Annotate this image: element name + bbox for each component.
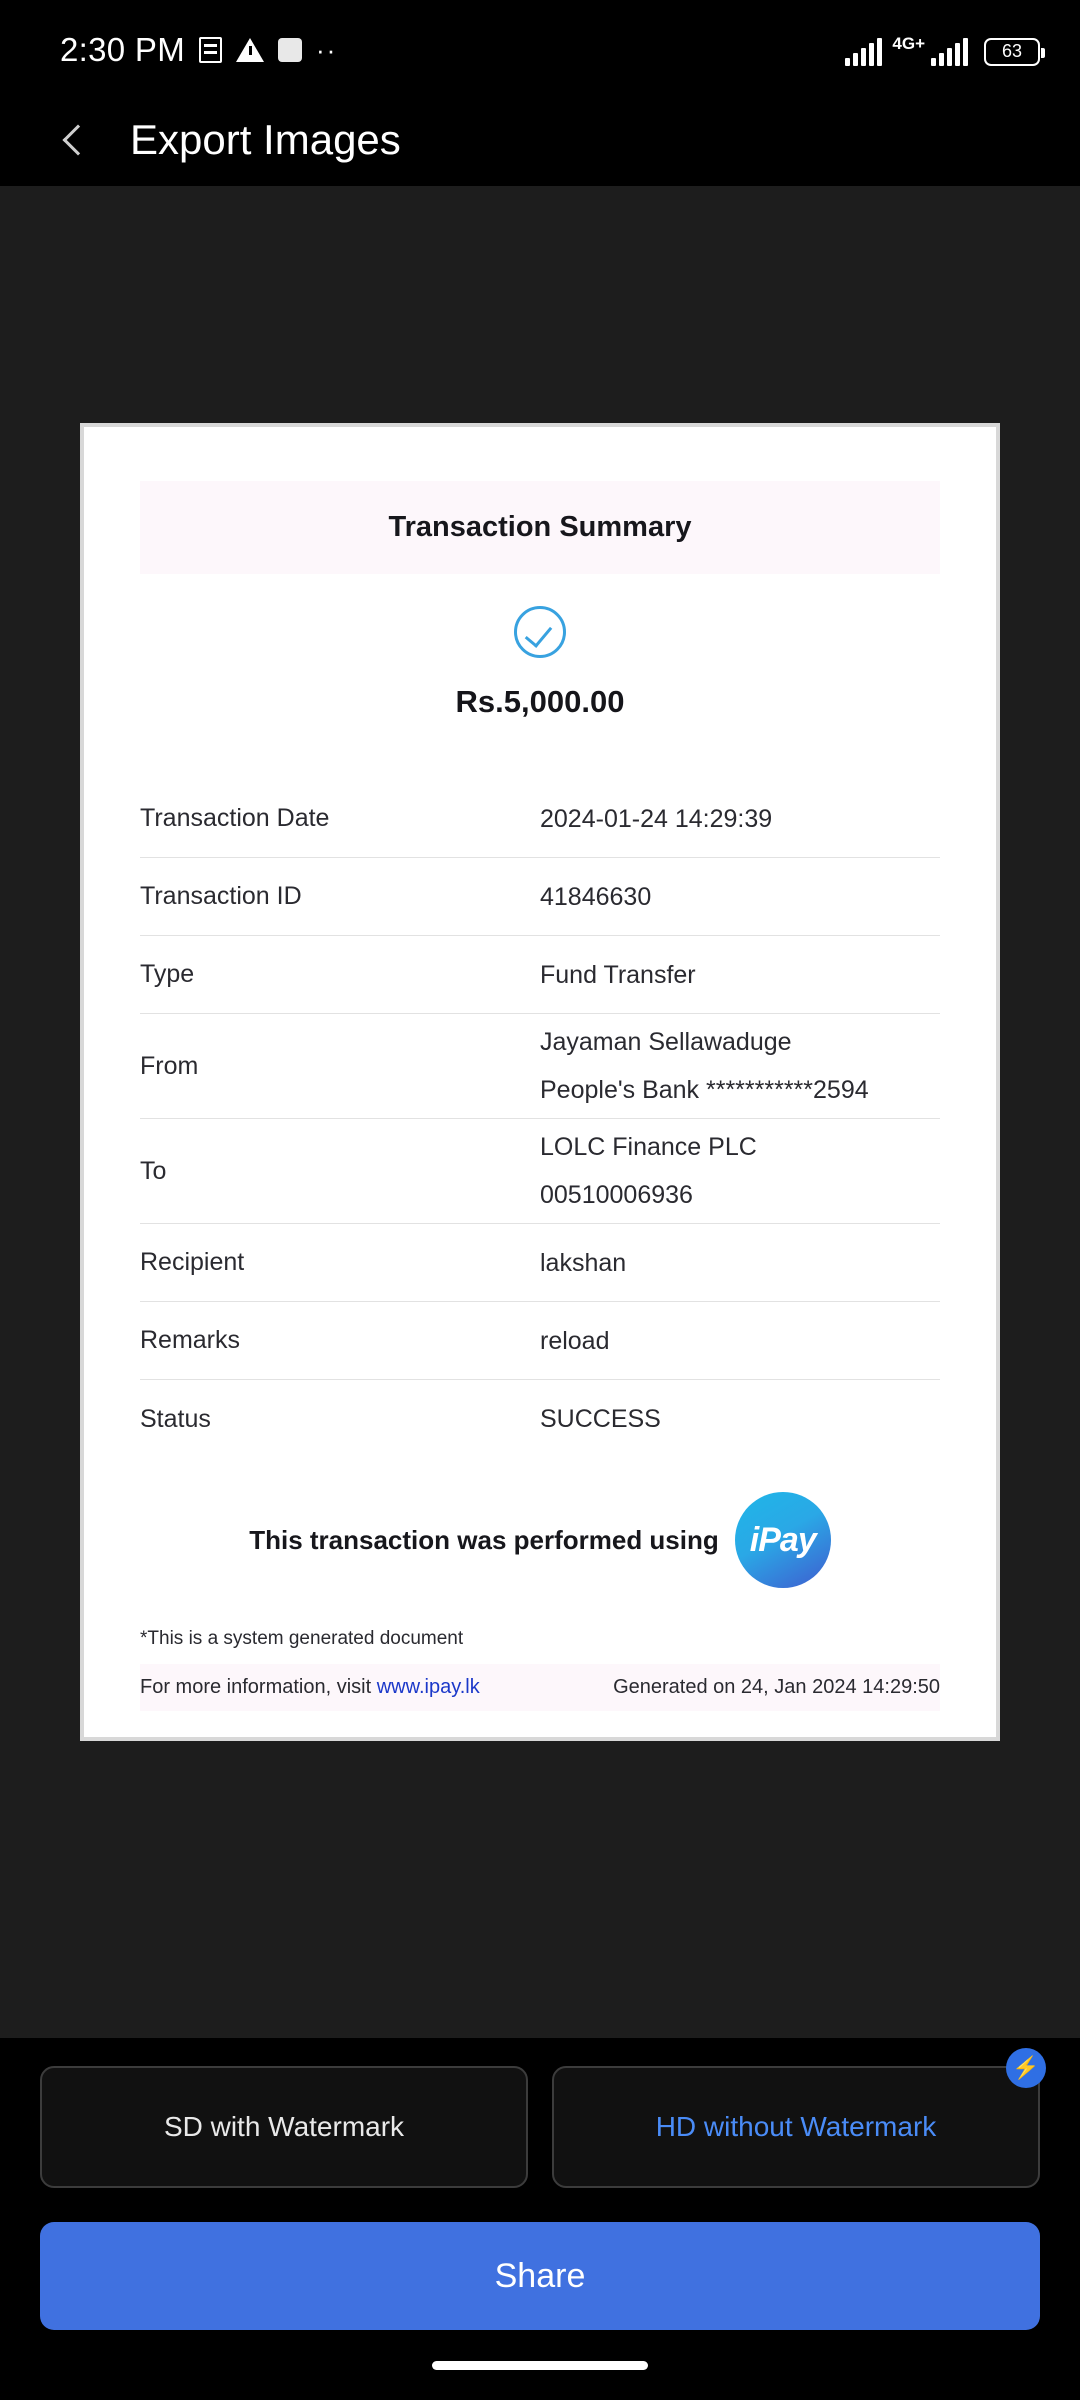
row-value-line: LOLC Finance PLC bbox=[540, 1133, 757, 1161]
row-label: Transaction ID bbox=[140, 882, 302, 910]
row-label: Type bbox=[140, 960, 195, 988]
row-value-line: 2024-01-24 14:29:39 bbox=[540, 804, 773, 833]
row-value-line: Jayaman Sellawaduge bbox=[540, 1028, 792, 1056]
ipay-logo-icon: iPay bbox=[735, 1492, 831, 1588]
signal-bars-icon-1 bbox=[845, 38, 882, 66]
row-value bbox=[540, 877, 651, 917]
table-row bbox=[140, 936, 940, 1014]
system-generated-note: *This is a system generated document bbox=[140, 1628, 464, 1649]
hd-without-watermark-button[interactable]: HD without Watermark bbox=[552, 2066, 1040, 2188]
row-value-line: reload bbox=[540, 1326, 610, 1355]
footer-info-text bbox=[140, 1676, 480, 1699]
status-bar bbox=[0, 0, 1080, 100]
battery-icon bbox=[984, 38, 1040, 66]
amount-value: Rs.5,000.00 bbox=[455, 684, 625, 719]
row-value bbox=[540, 955, 696, 995]
row-value bbox=[540, 1243, 626, 1283]
app-bar bbox=[0, 100, 1080, 186]
row-label: Recipient bbox=[140, 1248, 245, 1276]
row-value bbox=[540, 1022, 869, 1110]
status-time: 2:30 PM bbox=[60, 31, 185, 68]
sd-with-watermark-button[interactable]: SD with Watermark bbox=[40, 2066, 528, 2188]
page-title: Export Images bbox=[130, 116, 401, 163]
table-row bbox=[140, 1302, 940, 1380]
row-value-line: lakshan bbox=[540, 1248, 627, 1277]
table-row bbox=[140, 858, 940, 936]
status-bar-left bbox=[60, 31, 337, 69]
app-icon bbox=[278, 38, 302, 62]
status-badge: SUCCESS bbox=[540, 1405, 661, 1433]
footer-info-label: For more information, visit bbox=[140, 1676, 372, 1698]
network-type bbox=[892, 35, 968, 66]
transaction-receipt-card bbox=[80, 423, 1000, 1741]
preview-area bbox=[0, 186, 1080, 2038]
ipay-website-link[interactable]: www.ipay.lk bbox=[376, 1676, 480, 1698]
share-button[interactable]: Share bbox=[40, 2222, 1040, 2330]
row-label: Remarks bbox=[140, 1326, 241, 1354]
receipt-header bbox=[140, 481, 940, 574]
row-value-line: 41846630 bbox=[540, 882, 652, 911]
system-navigation-bar bbox=[0, 2330, 1080, 2400]
generated-on-text: Generated on 24, Jan 2024 14:29:50 bbox=[613, 1676, 940, 1698]
row-value bbox=[540, 1399, 661, 1439]
performed-using-text: This transaction was performed using bbox=[249, 1524, 719, 1555]
row-value-line: 00510006936 bbox=[540, 1181, 693, 1209]
lightning-bolt-icon: ⚡ bbox=[1006, 2048, 1046, 2088]
receipt-title: Transaction Summary bbox=[388, 511, 692, 543]
row-label: Status bbox=[140, 1404, 211, 1433]
row-label: From bbox=[140, 1051, 199, 1080]
home-indicator[interactable] bbox=[432, 2361, 648, 2370]
network-label: 4G+ bbox=[892, 33, 925, 53]
success-check-icon bbox=[84, 606, 996, 658]
detail-rows bbox=[140, 780, 940, 1458]
table-row bbox=[140, 1224, 940, 1302]
row-label: Transaction Date bbox=[140, 804, 330, 832]
battery-level: 63 bbox=[1001, 41, 1023, 61]
export-options-panel bbox=[0, 2038, 1080, 2330]
row-value-line: Fund Transfer bbox=[540, 960, 696, 989]
back-chevron-icon bbox=[62, 124, 93, 155]
more-dots-icon: ·· bbox=[316, 35, 338, 65]
row-value bbox=[540, 1127, 757, 1215]
row-value bbox=[540, 1321, 610, 1361]
performed-using-row bbox=[140, 1492, 940, 1588]
table-row bbox=[140, 1014, 940, 1119]
row-value-line: People's Bank ***********2594 bbox=[540, 1076, 869, 1104]
table-row bbox=[140, 1119, 940, 1224]
table-row bbox=[140, 780, 940, 858]
warning-icon bbox=[236, 38, 264, 62]
status-bar-right bbox=[845, 35, 1040, 66]
row-value bbox=[540, 799, 772, 839]
back-button[interactable] bbox=[40, 100, 110, 180]
receipt-footer bbox=[140, 1664, 940, 1711]
row-label: To bbox=[140, 1156, 167, 1185]
document-icon bbox=[199, 37, 222, 63]
signal-bars-icon-2 bbox=[931, 38, 968, 66]
quality-option-row bbox=[40, 2055, 1040, 2188]
table-row bbox=[140, 1380, 940, 1458]
